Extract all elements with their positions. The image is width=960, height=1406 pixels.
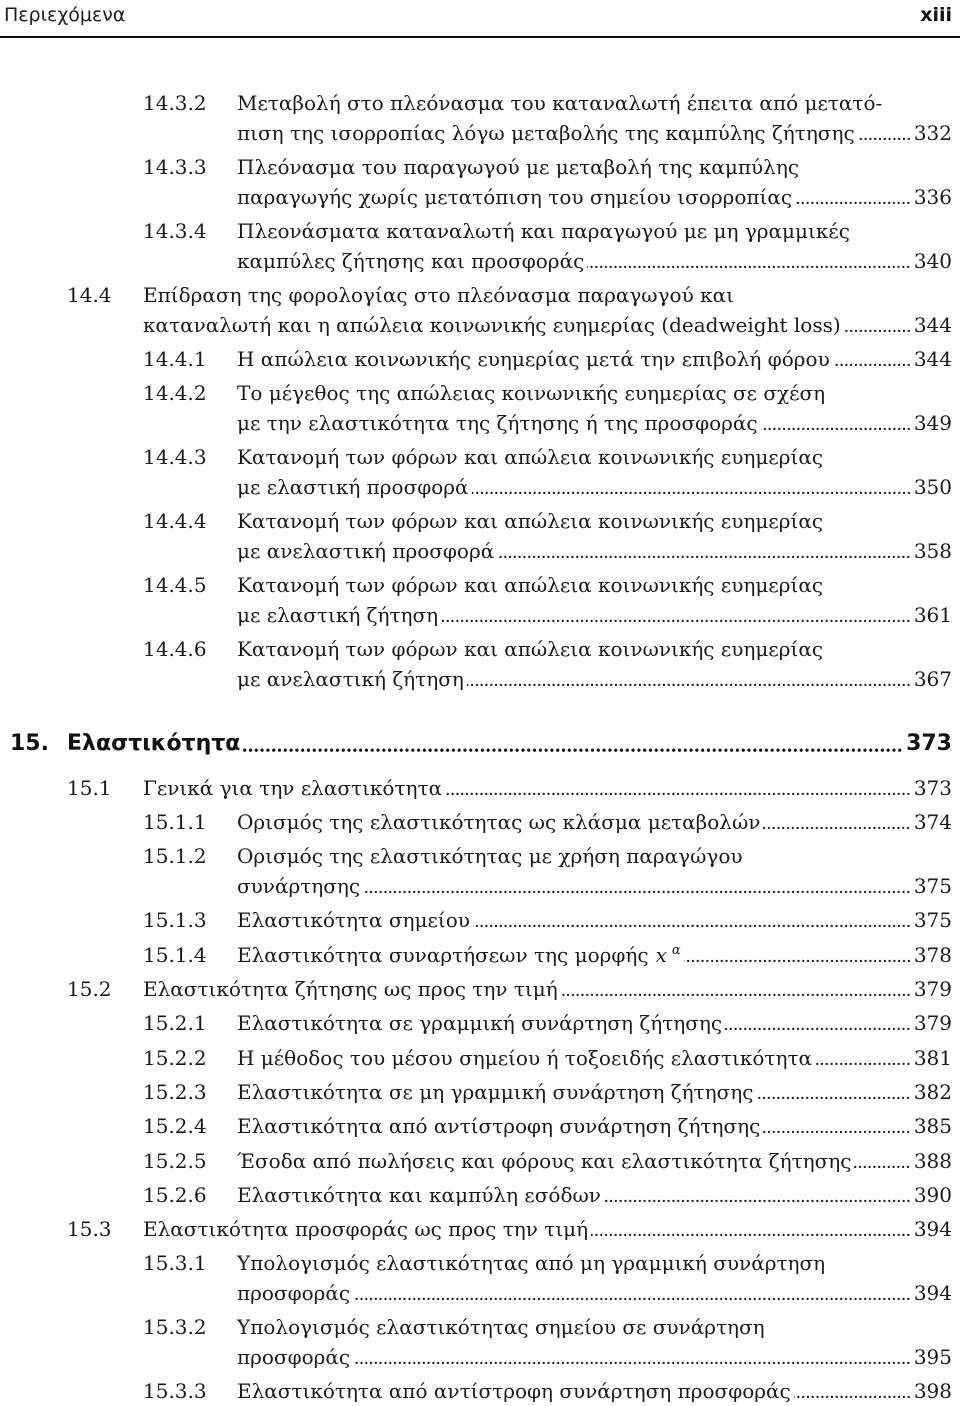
toc-line: [0, 1344, 960, 1370]
toc-line: [0, 380, 960, 406]
page-number: 394: [913, 1281, 952, 1306]
toc-line: [0, 90, 960, 116]
section-number: 14.4.3: [143, 445, 207, 470]
leader-dots: [854, 1148, 910, 1174]
section-number: 15.2.4: [143, 1114, 207, 1139]
leader-dots: [467, 666, 911, 692]
toc-line: [0, 666, 960, 692]
section-title: Επίδραση της φορολογίας στο πλεόνασμα παραγωγού και: [143, 282, 734, 307]
page-number: 344: [913, 346, 952, 371]
section-title: με ανελαστική ζήτηση: [237, 666, 464, 691]
page-number: 358: [913, 538, 952, 563]
toc-line: [0, 282, 960, 308]
page-number: 332: [913, 120, 952, 145]
section-title: Ελαστικότητα σε μη γραμμική συνάρτηση ζήτησης: [237, 1079, 754, 1104]
section-title: προσφοράς: [237, 1345, 351, 1370]
page-number: 378: [913, 942, 952, 967]
toc-line: [0, 907, 960, 933]
page-number: 381: [913, 1045, 952, 1070]
section-number: 15.1.3: [143, 908, 207, 933]
section-title: Ελαστικότητα σημείου: [237, 908, 470, 933]
section-number: 15.1.1: [143, 810, 207, 835]
toc-entry-14-3-2[interactable]: [0, 90, 960, 146]
toc-line: [0, 809, 960, 835]
page-number: 382: [913, 1079, 952, 1104]
section-title: με την ελαστικότητα της ζήτησης ή της προσφοράς: [237, 410, 758, 435]
toc-entry-14-4-5[interactable]: [0, 572, 960, 628]
leader-dots: [756, 1079, 910, 1105]
leader-dots: [363, 873, 911, 899]
section-number: 14.4.5: [143, 573, 207, 598]
toc-line: [0, 1148, 960, 1174]
toc-entry-15-3-3[interactable]: [0, 1378, 960, 1404]
page-number: 375: [913, 908, 952, 933]
section-title: με ανελαστική προσφορά: [237, 538, 495, 563]
section-title: Ελαστικότητα και καμπύλη εσόδων: [237, 1182, 601, 1207]
section-title: Ελαστικότητα προσφοράς ως προς την τιμή: [143, 1217, 589, 1242]
section-number: 15.3.2: [143, 1315, 207, 1340]
page-number: 367: [913, 666, 952, 691]
leader-dots: [763, 809, 910, 835]
page-number: 374: [913, 810, 952, 835]
page-number: 390: [913, 1182, 952, 1207]
toc-line: [0, 602, 960, 628]
section-title: με ελαστική προσφορά: [237, 474, 469, 499]
leader-dots: [473, 907, 911, 933]
toc-entry-15-1-3[interactable]: [0, 907, 960, 933]
section-number: 15.1.4: [143, 942, 207, 967]
section-title: Πλεόνασμα του παραγωγού με μεταβολή της καμπύλης: [237, 154, 800, 179]
section-number: 15.2.2: [143, 1045, 207, 1070]
table-of-contents: [0, 90, 960, 1404]
section-number: 15.3.1: [143, 1251, 207, 1276]
toc-line: [0, 1314, 960, 1340]
leader-dots: [844, 312, 911, 338]
section-title: Το μέγεθος της απώλειας κοινωνικής ευημερίας σε σχέση: [237, 381, 826, 406]
leader-dots: [441, 602, 911, 628]
toc-entry-14-4-2[interactable]: [0, 380, 960, 436]
page-number: 379: [913, 1011, 952, 1036]
toc-line: [0, 731, 960, 757]
section-number: 14.4.6: [143, 637, 207, 662]
toc-entry-15-2-3[interactable]: [0, 1079, 960, 1105]
section-title: Κατανομή των φόρων και απώλεια κοινωνικής ευημερίας: [237, 573, 824, 598]
section-number: 14.4.2: [143, 381, 207, 406]
math-superscript: α: [671, 942, 681, 958]
section-title: Υπολογισμός ελαστικότητας σημείου σε συνάρτηση: [237, 1315, 765, 1340]
page-number: 336: [913, 184, 952, 209]
chapter-title: Ελαστικότητα: [67, 730, 241, 756]
page-number: 349: [913, 410, 952, 435]
toc-line: [0, 248, 960, 274]
section-title: Ορισμός της ελαστικότητας με χρήση παραγώγου: [237, 844, 743, 869]
toc-entry-15-1-4[interactable]: [0, 942, 960, 968]
toc-line: [0, 1280, 960, 1306]
leader-dots: [815, 1045, 911, 1071]
leader-dots: [684, 942, 911, 968]
section-number: 14.3.3: [143, 154, 207, 179]
chapter-heading-15[interactable]: [0, 731, 960, 757]
toc-entry-15-3-1[interactable]: [0, 1250, 960, 1306]
toc-entry-14-4-6[interactable]: [0, 636, 960, 692]
page-number: 395: [913, 1345, 952, 1370]
section-title: καμπύλες ζήτησης και προσφοράς: [237, 248, 585, 273]
toc-line: [0, 154, 960, 180]
section-title: Ελαστικότητα από αντίστροφη συνάρτηση προσφοράς: [237, 1379, 791, 1404]
page-number: 373: [906, 730, 952, 756]
toc-entry-15-2-5[interactable]: [0, 1148, 960, 1174]
leader-dots: [497, 538, 911, 564]
section-title: συνάρτησης: [237, 874, 361, 899]
section-title: Κατανομή των φόρων και απώλεια κοινωνικής ευημερίας: [237, 637, 824, 662]
section-title: Η απώλεια κοινωνικής ευημερίας μετά την επιβολή φόρου: [237, 346, 830, 371]
page-number: 388: [913, 1148, 952, 1173]
toc-line: [0, 1079, 960, 1105]
page-label: xiii: [920, 4, 952, 26]
toc-entry-15-1-1[interactable]: [0, 809, 960, 835]
running-title: Περιεχόμενα: [4, 4, 126, 26]
leader-dots: [725, 1010, 911, 1036]
toc-line: [0, 1045, 960, 1071]
toc-entry-15-2[interactable]: [0, 976, 960, 1002]
toc-entry-14-4-4[interactable]: [0, 508, 960, 564]
section-number: 15.3.3: [143, 1379, 207, 1404]
toc-line: [0, 775, 960, 801]
page-number: 340: [913, 248, 952, 273]
toc-line: [0, 1010, 960, 1036]
section-title: Ελαστικότητα σε γραμμική συνάρτηση ζήτησης: [237, 1011, 723, 1036]
toc-entry-15-1-2[interactable]: [0, 843, 960, 899]
section-title: Υπολογισμός ελαστικότητας από μη γραμμική συνάρτηση: [237, 1251, 826, 1276]
toc-line: [0, 120, 960, 146]
toc-line: [0, 873, 960, 899]
toc-line: [0, 474, 960, 500]
section-title: καταναλωτή και η απώλεια κοινωνικής ευημερίας (deadweight loss): [143, 312, 841, 337]
section-title: Μεταβολή στο πλεόνασμα του καταναλωτή έπειτα από μετατό-: [237, 91, 883, 115]
leader-dots: [761, 410, 911, 436]
toc-entry-15-2-2[interactable]: [0, 1045, 960, 1071]
section-title: προσφοράς: [237, 1281, 351, 1306]
leader-dots: [445, 775, 911, 801]
toc-line: [0, 636, 960, 662]
section-number: 15.2.5: [143, 1148, 207, 1173]
toc-entry-14-4-1[interactable]: [0, 346, 960, 372]
leader-dots: [795, 184, 911, 210]
page-number: 394: [913, 1217, 952, 1242]
toc-entry-14-4[interactable]: [0, 282, 960, 338]
section-title: Γενικά για την ελαστικότητα: [143, 775, 443, 800]
toc-line: [0, 538, 960, 564]
section-title: Ορισμός της ελαστικότητας ως κλάσμα μεταβολών: [237, 810, 761, 835]
section-title: Ελαστικότητα συναρτήσεων της μορφής: [237, 942, 649, 967]
toc-line: [0, 312, 960, 338]
math-expression: [656, 942, 681, 968]
section-number: 15.3: [67, 1217, 112, 1242]
toc-entry-15-3-2[interactable]: [0, 1314, 960, 1370]
section-number: 15.2.6: [143, 1182, 207, 1207]
section-title: Κατανομή των φόρων και απώλεια κοινωνικής ευημερίας: [237, 509, 824, 534]
leader-dots: [591, 1216, 911, 1242]
page-number: 398: [913, 1379, 952, 1404]
toc-line: [0, 942, 960, 968]
section-title: πιση της ισορροπίας λόγω μεταβολής της καμπύλης ζήτησης: [237, 120, 855, 145]
page-number: 350: [913, 474, 952, 499]
running-header: [0, 2, 960, 28]
toc-line: [0, 1250, 960, 1276]
leader-dots: [858, 120, 911, 146]
toc-line: [0, 1113, 960, 1139]
toc-entry-15-2-1[interactable]: [0, 1010, 960, 1036]
section-title: Έσοδα από πωλήσεις και φόρους και ελαστικότητα ζήτησης: [237, 1148, 852, 1173]
toc-entry-15-1[interactable]: [0, 775, 960, 801]
toc-line: [0, 843, 960, 869]
leader-dots: [472, 474, 911, 500]
chapter-number: 15.: [10, 730, 49, 756]
leader-dots: [763, 1113, 911, 1139]
leader-dots: [353, 1280, 911, 1306]
toc-line: [0, 346, 960, 372]
toc-line: [0, 1216, 960, 1242]
section-number: 14.3.4: [143, 218, 207, 243]
page-number: 375: [913, 874, 952, 899]
section-title: Ελαστικότητα ζήτησης ως προς την τιμή: [143, 977, 558, 1002]
leader-dots: [353, 1344, 911, 1370]
toc-line: [0, 508, 960, 534]
section-number: 15.2: [67, 977, 112, 1002]
page-number: 385: [913, 1114, 952, 1139]
toc-line: [0, 184, 960, 210]
leader-dots: [794, 1378, 911, 1404]
toc-line: [0, 1182, 960, 1208]
page-number: 361: [913, 602, 952, 627]
section-title: Η μέθοδος του μέσου σημείου ή τοξοειδής ελαστικότητα: [237, 1045, 813, 1070]
toc-entry-15-3[interactable]: [0, 1216, 960, 1242]
leader-dots: [561, 976, 911, 1002]
page-number: 379: [913, 977, 952, 1002]
section-title: Κατανομή των φόρων και απώλεια κοινωνικής ευημερίας: [237, 445, 824, 470]
toc-entry-14-3-3[interactable]: [0, 154, 960, 210]
section-title: με ελαστική ζήτηση: [237, 602, 439, 627]
toc-line: [0, 572, 960, 598]
section-title: Ελαστικότητα από αντίστροφη συνάρτηση ζήτησης: [237, 1114, 761, 1139]
section-number: 14.3.2: [143, 91, 207, 115]
toc-line: [0, 976, 960, 1002]
math-base: x: [655, 942, 667, 967]
toc-entry-15-2-6[interactable]: [0, 1182, 960, 1208]
header-rule: [0, 36, 960, 38]
section-title: Πλεονάσματα καταναλωτή και παραγωγού με μη γραμμικές: [237, 218, 850, 243]
section-number: 14.4.4: [143, 509, 207, 534]
toc-line: [0, 444, 960, 470]
section-number: 15.2.3: [143, 1079, 207, 1104]
section-number: 15.1: [67, 775, 112, 800]
section-number: 15.1.2: [143, 844, 207, 869]
toc-entry-14-3-4[interactable]: [0, 218, 960, 274]
leader-dots: [587, 248, 911, 274]
toc-line: [0, 410, 960, 436]
section-number: 15.2.1: [143, 1011, 207, 1036]
toc-line: [0, 218, 960, 244]
toc-line: [0, 1378, 960, 1404]
leader-dots: [243, 731, 903, 757]
section-number: 14.4.1: [143, 346, 207, 371]
section-number: 14.4: [67, 282, 112, 307]
toc-entry-15-2-4[interactable]: [0, 1113, 960, 1139]
section-title: παραγωγής χωρίς μετατόπιση του σημείου ισορροπίας: [237, 184, 793, 209]
page-number: 373: [913, 775, 952, 800]
toc-entry-14-4-3[interactable]: [0, 444, 960, 500]
leader-dots: [833, 346, 911, 372]
page-number: 344: [913, 312, 952, 337]
leader-dots: [604, 1182, 911, 1208]
